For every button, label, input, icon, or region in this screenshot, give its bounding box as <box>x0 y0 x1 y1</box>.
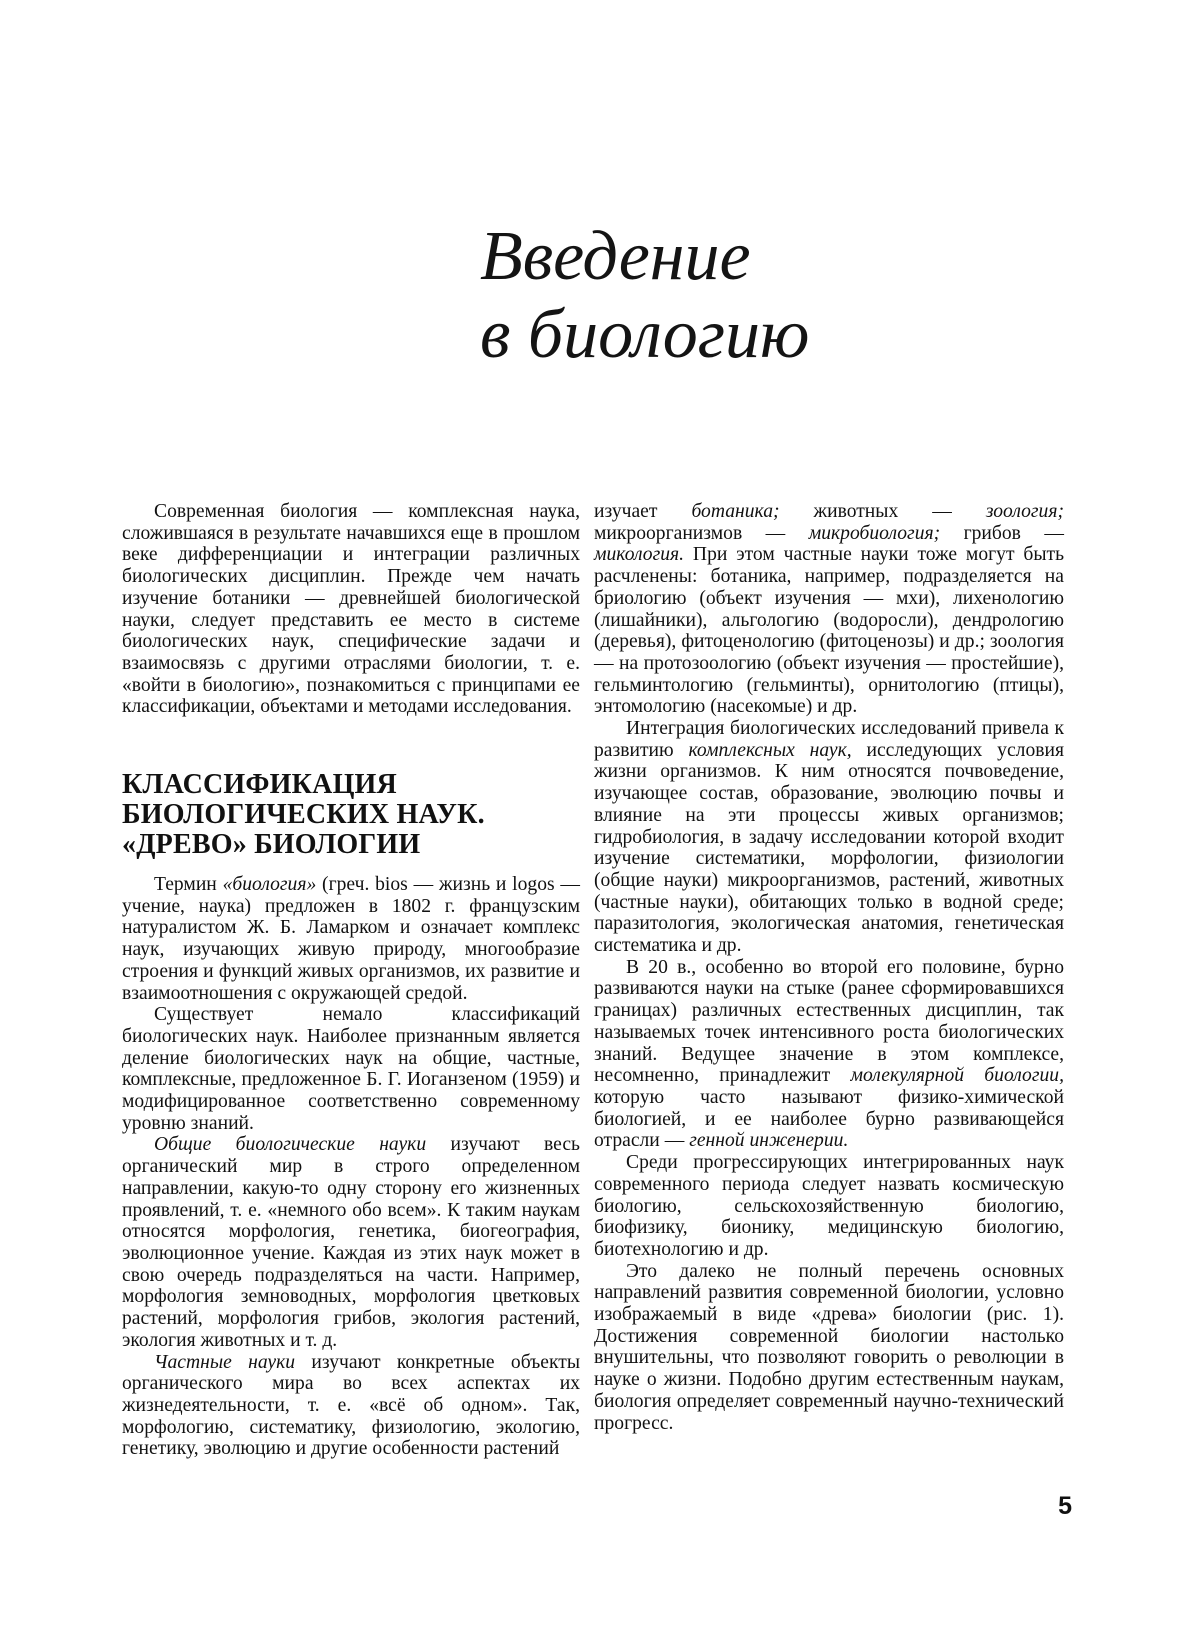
right-column <box>594 501 1064 1434</box>
chapter-title <box>480 218 1100 374</box>
chapter-title-line-1: Введение <box>480 218 751 295</box>
text-run: грибов — <box>940 522 1064 544</box>
paragraph-general-sciences <box>122 1134 580 1351</box>
text-run: В 20 в., особенно во второй его половине, бурно развиваются науки на стыке (ранее сформировавшихся границах) различных естественных дисциплин, так называемых точек интенсивного роста биологических знаний. Ведущее значение в этом комплексе, несомненно, принадлежит <box>594 956 1064 1087</box>
text-run: изучают конкретные объекты органического мира во всех аспектах их жизнедеятельности, т. е. «всё об одном». Так, морфологию, систематику, физиологию, экологию, генетику, эволюцию и другие особенности растений <box>122 1351 580 1460</box>
italic-term: молекулярной биологии, <box>850 1065 1064 1087</box>
text-run: животных — <box>779 501 986 522</box>
italic-term: микробиология; <box>808 522 941 544</box>
italic-term: зоология; <box>985 501 1064 522</box>
italic-term: «биология» <box>222 874 317 896</box>
text-run: Интеграция биологических исследований привела к развитию <box>594 718 1064 761</box>
text-run: которую часто называют физико-химической биологией, и ее наиболее бурно развивающейся отрасли — <box>594 1086 1064 1152</box>
paragraph-complex-sciences <box>594 718 1064 957</box>
chapter-title-line-2: в биологию <box>480 296 810 373</box>
section-heading-line-1: КЛАССИФИКАЦИЯ <box>122 769 397 801</box>
text-run: исследующих условия жизни организмов. К ним относятся почвоведение, изучающее состав, образование, эволюцию почвы и влияние на эти процессы живых организмов; гидробиология, в задачу исследовании которой входит изучение систематики, морфологии, физиологии (общие науки) микроорганизмов, растений, животных (частные науки), обитающих только в водной среде; паразитология, экологическая анатомия, генетическая систематика и др. <box>594 739 1064 957</box>
paragraph-integrated-sciences: Среди прогрессирующих интегрированных наук современного периода следует назвать космическую биологию, сельскохозяйственную биологию, биофизику, бионику, медицинскую биологию, биотехнологию и др. <box>594 1152 1064 1260</box>
section-heading-line-2: БИОЛОГИЧЕСКИХ НАУК. <box>122 799 485 831</box>
italic-term: комплексных наук, <box>688 739 852 761</box>
italic-term: микология. <box>594 544 685 566</box>
text-run: микроорганизмов — <box>594 522 809 544</box>
paragraph-biology-term <box>122 874 580 1004</box>
text-run: (греч. bios — жизнь и logos — учение, наука) предложен в 1802 г. французским натуралистом Ж. Б. Ламарком и означает комплекс наук, изучающих живую природу, многообразие строения и функций живых организмов, их развитие и взаимоотношения с окружающей средой. <box>122 874 580 1004</box>
text-run: При этом частные науки тоже могут быть расчленены: ботаника, например, подразделяется на бриологию (объект изучения — мхи), лихенологию (лишайники), альгологию (водоросли), дендрологию (деревья), фитоценологию (фитоценозы) и др.; зоология — на протозоологию (объект изучения — простейшие), гельминтологию (гельминты), орнитологию (птицы), энтомологию (насекомые) и др. <box>594 544 1064 718</box>
italic-term: ботаника; <box>691 501 780 522</box>
italic-term: Частные науки <box>154 1351 296 1373</box>
paragraph-20th-century <box>594 957 1064 1152</box>
paragraph-classifications: Существует немало классификаций биологических наук. Наиболее признанным является деление биологических наук на общие, частные, комплексные, предложенное Б. Г. Иоганзеном (1959) и модифицированное соответственно современному уровню знаний. <box>122 1004 580 1134</box>
text-run: изучает <box>594 501 692 522</box>
paragraph-continuation <box>594 501 1064 718</box>
text-run: изучают весь органический мир в строго определенном направлении, какую-то одну сторону его жизненных проявлений, т. е. «немного обо всем». К таким наукам относятся морфология, генетика, биогеография, эволюционное учение. Каждая из этих наук может в свою очередь подразделяться на части. Например, морфология земноводных, морфология цветковых растений, морфология грибов, экология растений, экология животных и т. д. <box>122 1134 580 1351</box>
section-heading-line-3: «ДРЕВО» БИОЛОГИИ <box>122 829 421 861</box>
text-run: Термин <box>154 874 223 896</box>
page-number: 5 <box>1058 1492 1072 1520</box>
section-heading <box>122 770 580 860</box>
paragraph-tree-of-biology: Это далеко не полный перечень основных направлений развития современной биологии, условно изображаемый в виде «древа» биологии (рис. 1). Достижения современной биологии настолько внушительны, что позволяют говорить о революции в науке о жизни. Подобно другим естественным наукам, биология определяет современный научно-технический прогресс. <box>594 1260 1064 1434</box>
left-column <box>122 501 580 1460</box>
italic-term: Общие биологические науки <box>154 1134 427 1156</box>
intro-paragraph: Современная биология — комплексная наука, сложившаяся в результате начавшихся еще в прошлом веке дифференциации и интеграции различных биологических дисциплин. Прежде чем начать изучение ботаники — древнейшей биологической науки, следует представить ее место в системе биологических наук, специфические задачи и взаимосвязь с другими отраслями биологии, т. е. «войти в биологию», познакомиться с принципами ее классификации, объектами и методами исследования. <box>122 501 580 718</box>
paragraph-particular-sciences <box>122 1352 580 1461</box>
italic-term: генной инженерии. <box>689 1130 849 1152</box>
